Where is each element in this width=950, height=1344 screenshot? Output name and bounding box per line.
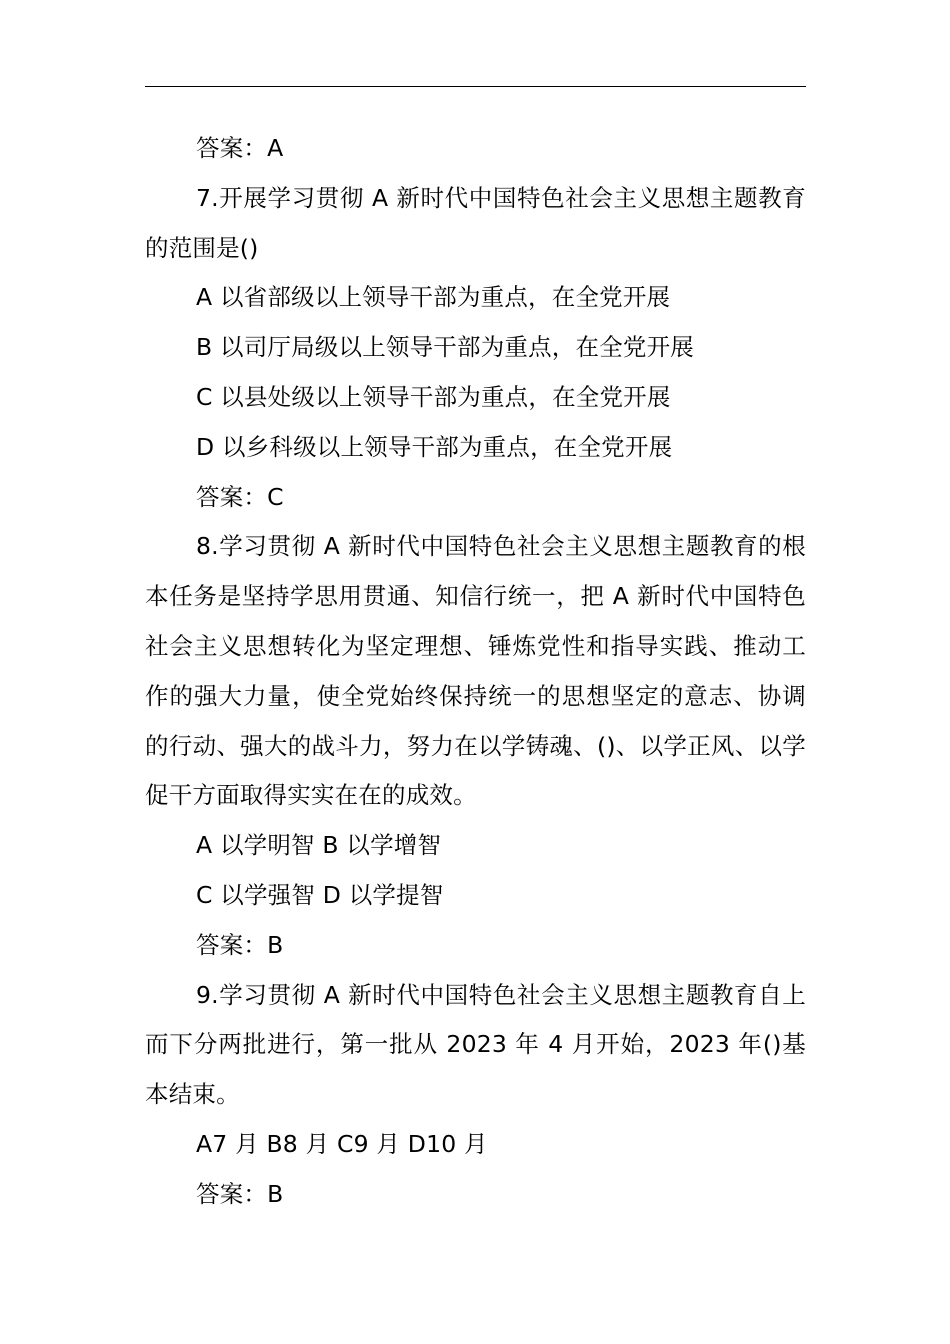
question-7-option-a: A 以省部级以上领导干部为重点，在全党开展 — [196, 283, 671, 312]
answer-6: 答案：A — [196, 134, 284, 162]
question-9: 9.学习贯彻 A 新时代中国特色社会主义思想主题教育自上而下分两批进行，第一批从 2023 年 4 月开始，2023 年()基本结束。 — [145, 980, 806, 1109]
question-7-option-b: B 以司厅局级以上领导干部为重点，在全党开展 — [196, 333, 694, 362]
header-rule — [145, 86, 806, 87]
question-7-option-c: C 以县处级以上领导干部为重点，在全党开展 — [196, 382, 671, 411]
answer-7: 答案：C — [196, 482, 284, 511]
document-body — [145, 124, 806, 1220]
question-8: 8.学习贯彻 A 新时代中国特色社会主义思想主题教育的根本任务是坚持学思用贯通、知信行统一，把 A 新时代中国特色社会主义思想转化为坚定理想、锤炼党性和指导实践、推动工作的强大力量，使全党始终保持统一的思想坚定的意志、协调的行动、强大的战斗力，努力在以学铸魂、()、以学正风、以学促干方面取得实实在在的成效。 — [145, 532, 806, 810]
question-8-options-ab: A 以学明智 B 以学增智 — [196, 831, 442, 860]
answer-9: 答案：B — [196, 1179, 284, 1208]
question-7-option-d: D 以乡科级以上领导干部为重点，在全党开展 — [196, 432, 673, 461]
question-9-options: A7 月 B8 月 C9 月 D10 月 — [196, 1129, 488, 1158]
answer-8: 答案：B — [196, 930, 284, 959]
question-7: 7.开展学习贯彻 A 新时代中国特色社会主义思想主题教育的范围是() — [145, 183, 806, 262]
question-8-options-cd: C 以学强智 D 以学提智 — [196, 880, 444, 909]
